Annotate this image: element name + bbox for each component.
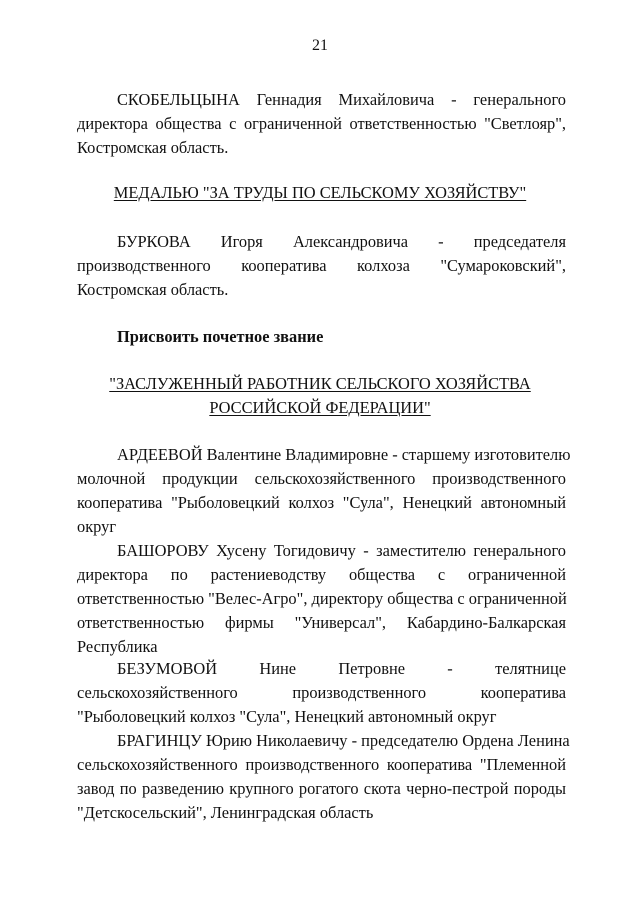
entry-line: Костромская область.	[77, 280, 229, 299]
award-entry-ardeeva	[77, 443, 571, 539]
entry-line: кооператива "Рыболовецкий колхоз "Сула", Ненецкий автономный	[77, 493, 566, 512]
award-entry-burkova	[77, 230, 566, 302]
entry-line: директора общества с ограниченной ответственностью "Светлояр",	[77, 114, 566, 133]
award-entry-bezumova	[77, 657, 566, 729]
entry-line: СКОБЕЛЬЦЫНА Геннадия Михайловича - генерального	[117, 90, 566, 109]
award-entry-bashorov	[77, 539, 566, 659]
entry-line: БУРКОВА Игоря Александровича - председателя	[117, 232, 566, 251]
entry-line: директора по растениеводству общества с ограниченной	[77, 565, 566, 584]
entry-line: сельскохозяйственного производственного кооператива	[77, 683, 566, 702]
entry-line: завод по разведению крупного рогатого скота черно-пестрой породы	[77, 779, 566, 798]
entry-line: БАШОРОВУ Хусену Тогидовичу - заместителю генерального	[117, 541, 566, 560]
entry-line: ответственностью фирмы "Универсал", Кабардино-Балкарская	[77, 613, 566, 632]
page-number: 21	[312, 37, 328, 54]
entry-line: ответственностью "Велес-Агро", директору общества с ограниченной	[77, 589, 567, 608]
entry-line: производственного кооператива колхоза "Сумароковский",	[77, 256, 566, 275]
entry-line: сельскохозяйственного производственного кооператива "Племенной	[77, 755, 566, 774]
entry-line: БРАГИНЦУ Юрию Николаевичу - председателю Ордена Ленина	[117, 731, 570, 750]
assign-title: Присвоить почетное звание	[117, 327, 324, 346]
honorary-title-heading-line1: "ЗАСЛУЖЕННЫЙ РАБОТНИК СЕЛЬСКОГО ХОЗЯЙСТВА	[109, 374, 531, 393]
entry-line: АРДЕЕВОЙ Валентине Владимировне - старшему изготовителю	[117, 445, 571, 464]
entry-line: "Детскосельский", Ленинградская область	[77, 803, 374, 822]
entry-line: молочной продукции сельскохозяйственного производственного	[77, 469, 566, 488]
entry-line: Костромская область.	[77, 138, 229, 157]
entry-line: Республика	[77, 637, 158, 656]
medal-heading: МЕДАЛЬЮ "ЗА ТРУДЫ ПО СЕЛЬСКОМУ ХОЗЯЙСТВУ"	[113, 183, 527, 202]
entry-line: БЕЗУМОВОЙ Нине Петровне - телятнице	[117, 659, 566, 678]
award-entry-skobeltsyna	[77, 88, 566, 160]
award-entry-bragintsu	[77, 729, 570, 825]
honorary-title-heading-line2: РОССИЙСКОЙ ФЕДЕРАЦИИ"	[209, 398, 431, 417]
entry-line: "Рыболовецкий колхоз "Сула", Ненецкий автономный округ	[77, 707, 497, 726]
entry-line: округ	[77, 517, 117, 536]
